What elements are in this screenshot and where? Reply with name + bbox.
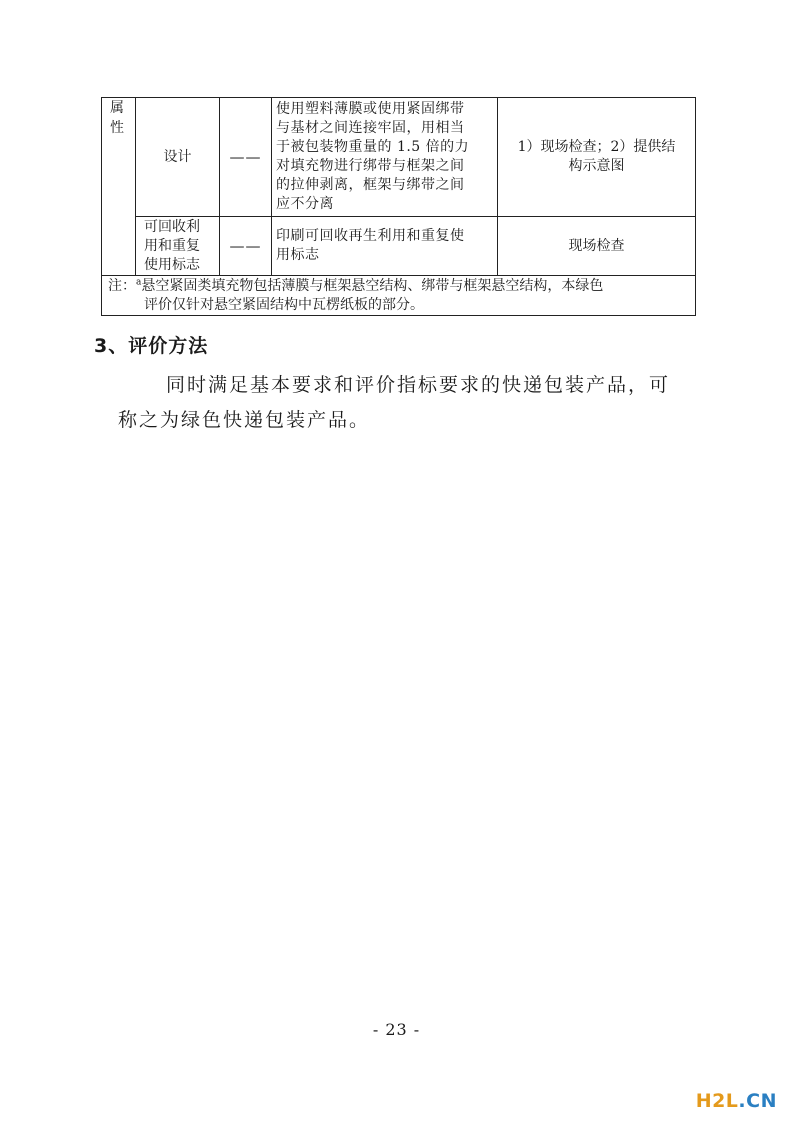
note-text-1: 悬空紧固类填充物包括薄膜与框架悬空结构、绑带与框架悬空结构，本绿色 (141, 278, 604, 294)
requirement-line: 印刷可回收再生利用和重复使 (276, 228, 465, 244)
requirement-line: 用标志 (276, 247, 320, 263)
attribute-label-line: 属 (110, 100, 124, 116)
note-marker: a (136, 277, 142, 288)
paragraph-line: 称之为绿色快递包装产品。 (118, 409, 371, 431)
watermark-part: H2L (695, 1090, 739, 1112)
note-text-2: 评价仅针对悬空紧固结构中瓦楞纸板的部分。 (144, 297, 424, 313)
table-note (102, 276, 696, 316)
item-cell: 设计 (136, 98, 220, 217)
value-cell: —— (220, 98, 272, 217)
item-cell (136, 217, 220, 276)
item-line: 用和重复 (144, 237, 200, 254)
evaluation-table (101, 97, 696, 316)
requirement-line: 使用塑料薄膜或使用紧固绑带 (276, 101, 465, 117)
table-note-row (102, 276, 696, 316)
table-row (102, 98, 696, 217)
requirement-cell (272, 98, 498, 217)
note-line (108, 277, 689, 296)
requirement-line: 应不分离 (276, 196, 334, 212)
requirement-line: 与基材之间连接牢固，用相当 (276, 120, 465, 136)
attribute-cell (102, 98, 136, 276)
method-line: 1）现场检查；2）提供结 (517, 139, 676, 155)
watermark-part: .CN (738, 1090, 777, 1112)
method-line: 构示意图 (568, 158, 625, 174)
requirement-line: 对填充物进行绑带与框架之间 (276, 158, 465, 174)
method-cell (498, 98, 696, 217)
attribute-label-line: 性 (110, 120, 124, 136)
value-cell: —— (220, 217, 272, 276)
note-prefix: 注： (108, 278, 136, 294)
method-cell: 现场检查 (498, 217, 696, 276)
requirement-line: 的拉伸剥离，框架与绑带之间 (276, 177, 465, 193)
table-row (102, 217, 696, 276)
item-line: 使用标志 (144, 256, 200, 273)
section-paragraph (118, 368, 678, 438)
requirement-line: 于被包装物重量的 1.5 倍的力 (276, 139, 470, 155)
item-line: 可回收利 (144, 218, 200, 235)
requirement-cell (272, 217, 498, 276)
page-number: - 23 - (372, 1020, 421, 1039)
paragraph-line: 同时满足基本要求和评价指标要求的快递包装产品，可 (166, 374, 671, 396)
watermark-logo (696, 1090, 777, 1112)
section-title: 3、评价方法 (94, 335, 209, 357)
